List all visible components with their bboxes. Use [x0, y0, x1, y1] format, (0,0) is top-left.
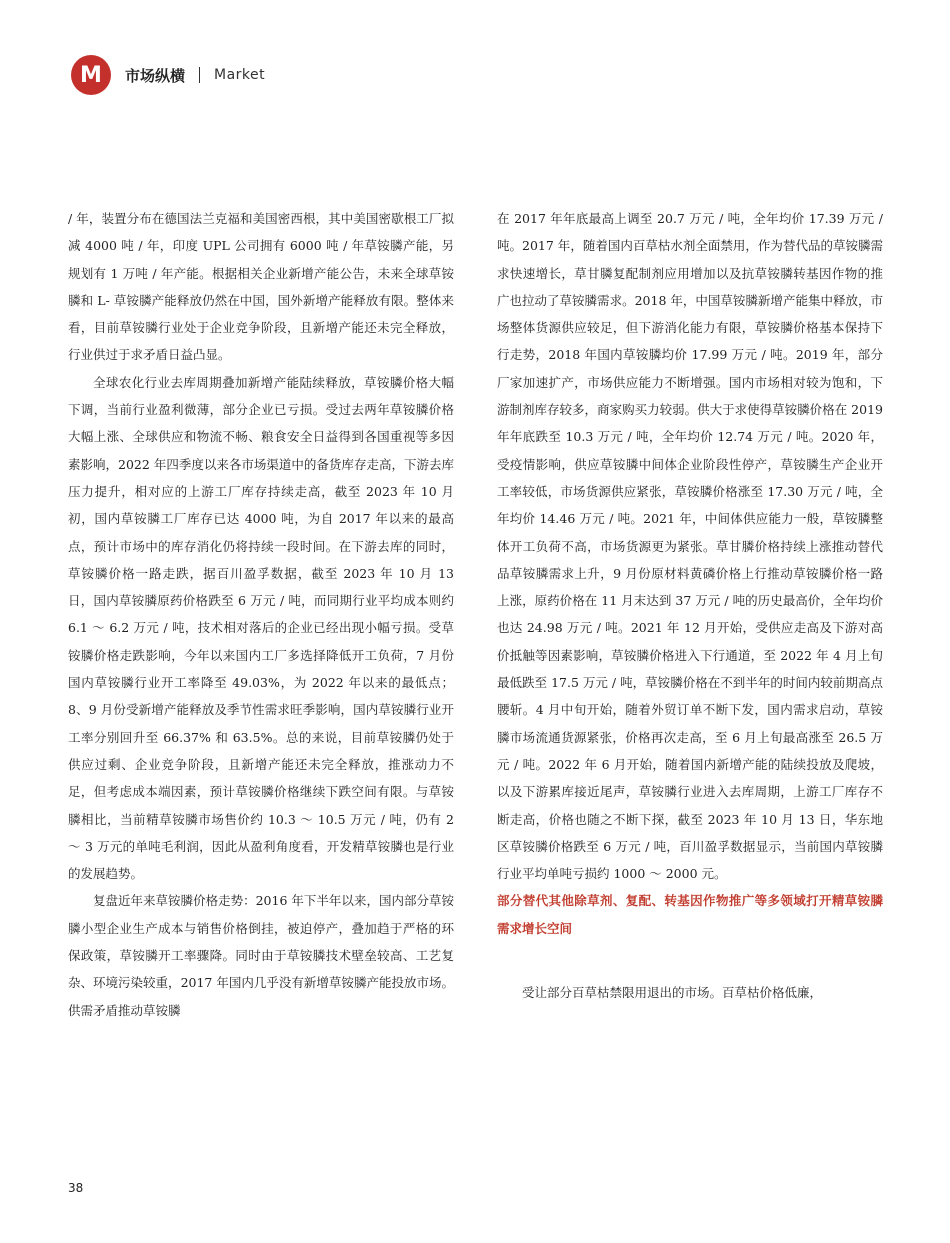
right-paragraph-1: 在 2017 年年底最高上调至 20.7 万元 / 吨，全年均价 17.39 万元 / 吨。2017 年，随着国内百草枯水剂全面禁用，作为替代品的草铵膦需求快速增长，草甘膦复配制剂应用增加以及抗草铵膦转基因作物的推广也拉动了草铵膦需求。2018 年，中国草铵膦新增产能集中释放，市场整体货源供应较足，但下游消化能力有限，草铵膦价格基本保持下行走势，2018 年国内草铵膦均价 17.99 万元 / 吨。2019 年，部分厂家加速扩产，市场供应能力不断增强。国内市场相对较为饱和，下游制剂库存较多，商家购买力较弱。供大于求使得草铵膦价格在 2019 年年底跌至 10.3 万元 / 吨，全年均价 12.74 万元 / 吨。2020 年，受疫情影响，供应草铵膦中间体企业阶段性停产，草铵膦生产企业开工率较低，市场货源供应紧张，草铵膦价格涨至 17.30 万元 / 吨，全年均价 14.46 万元 / 吨。2021 年，中间体供应能力一般，草铵膦整体开工负荷不高，市场货源更为紧张。草甘膦价格持续上涨推动替代品草铵膦需求上升，9 月份原材料黄磷价格上行推动草铵膦价格一路上涨，原药价格在 11 月末达到 37 万元 / 吨的历史最高价，全年均价也达 24.98 万元 / 吨。2021 年 12 月开始，受供应走高及下游对高价抵触等因素影响，草铵膦价格进入下行通道，至 2022 年 4 月上旬最低跌至 17.5 万元 / 吨，草铵膦价格在不到半年的时间内较前期高点腰斩。4 月中旬开始，随着外贸订单不断下发，国内需求启动，草铵膦市场流通货源紧张，价格再次走高，至 6 月上旬最高涨至 26.5 万元 / 吨。2022 年 6 月开始，随着国内新增产能的陆续投放及爬坡，以及下游累库接近尾声，草铵膦行业进入去库周期，上游工厂库存不断走高，价格也随之不断下探，截至 2023 年 10 月 13 日，华东地区草铵膦价格跌至 6 万元 / 吨，百川盈孚数据显示，当前国内草铵膦行业平均单吨亏损约 1000 ～ 2000 元。 — [497, 211, 883, 882]
header-divider — [199, 67, 200, 83]
logo-letter: M — [80, 62, 102, 88]
left-column — [68, 205, 454, 1024]
right-paragraph-2: 受让部分百草枯禁限用退出的市场。百草枯价格低廉， — [522, 985, 823, 1001]
left-paragraph-1: / 年，装置分布在德国法兰克福和美国密西根，其中美国密歇根工厂拟减 4000 吨 / 年，印度 UPL 公司拥有 6000 吨 / 年草铵膦产能，另规划有 1 万吨 / 年产能。根据相关企业新增产能公告，未来全球草铵膦和 L- 草铵膦产能释放仍然在中国，国外新增产能释放有限。整体来看，目前草铵膦行业处于企业竞争阶段，且新增产能还未完全释放，行业供过于求矛盾日益凸显。 — [68, 211, 454, 363]
left-paragraph-2: 全球农化行业去库周期叠加新增产能陆续释放，草铵膦价格大幅下调，当前行业盈利微薄，部分企业已亏损。受过去两年草铵膦价格大幅上涨、全球供应和物流不畅、粮食安全日益得到各国重视等多因素影响，2022 年四季度以来各市场渠道中的备货库存走高，下游去库压力提升，相对应的上游工厂库存持续走高，截至 2023 年 10 月初，国内草铵膦工厂库存已达 4000 吨，为自 2017 年以来的最高点，预计市场中的库存消化仍将持续一段时间。在下游去库的同时，草铵膦价格一路走跌，据百川盈孚数据，截至 2023 年 10 月 13 日，国内草铵膦原药价格跌至 6 万元 / 吨，而同期行业平均成本则约 6.1 ～ 6.2 万元 / 吨，技术相对落后的企业已经出现小幅亏损。受草铵膦价格走跌影响，今年以来国内工厂多选择降低开工负荷，7 月份国内草铵膦行业开工率降至 49.03%，为 2022 年以来的最低点；8、9 月份受新增产能释放及季节性需求旺季影响，国内草铵膦行业开工率分别回升至 66.37% 和 63.5%。总的来说，目前草铵膦仍处于供应过剩、企业竞争阶段，且新增产能还未完全释放，推涨动力不足，但考虑成本端因素，预计草铵膦价格继续下跌空间有限。与草铵膦相比，当前精草铵膦市场售价约 10.3 ～ 10.5 万元 / 吨，仍有 2 ～ 3 万元的单吨毛利润，因此从盈利角度看，开发精草铵膦也是行业的发展趋势。 — [68, 374, 454, 882]
section-title: 市场纵横 — [125, 66, 186, 85]
magazine-logo — [71, 55, 111, 95]
page-number: 38 — [68, 1181, 84, 1195]
page-header — [71, 55, 265, 95]
right-column — [497, 205, 883, 1006]
left-paragraph-3: 复盘近年来草铵膦价格走势：2016 年下半年以来，国内部分草铵膦小型企业生产成本与销售价格倒挂，被迫停产，叠加趋于严格的环保政策，草铵膦开工率骤降。同时由于草铵膦技术壁垒较高、工艺复杂、环境污染较重，2017 年国内几乎没有新增草铵膦产能投放市场。供需矛盾推动草铵膦 — [68, 893, 454, 1018]
section-heading: 部分替代其他除草剂、复配、转基因作物推广等多领域打开精草铵膦需求增长空间 — [497, 893, 883, 936]
section-title-english: Market — [214, 67, 266, 83]
